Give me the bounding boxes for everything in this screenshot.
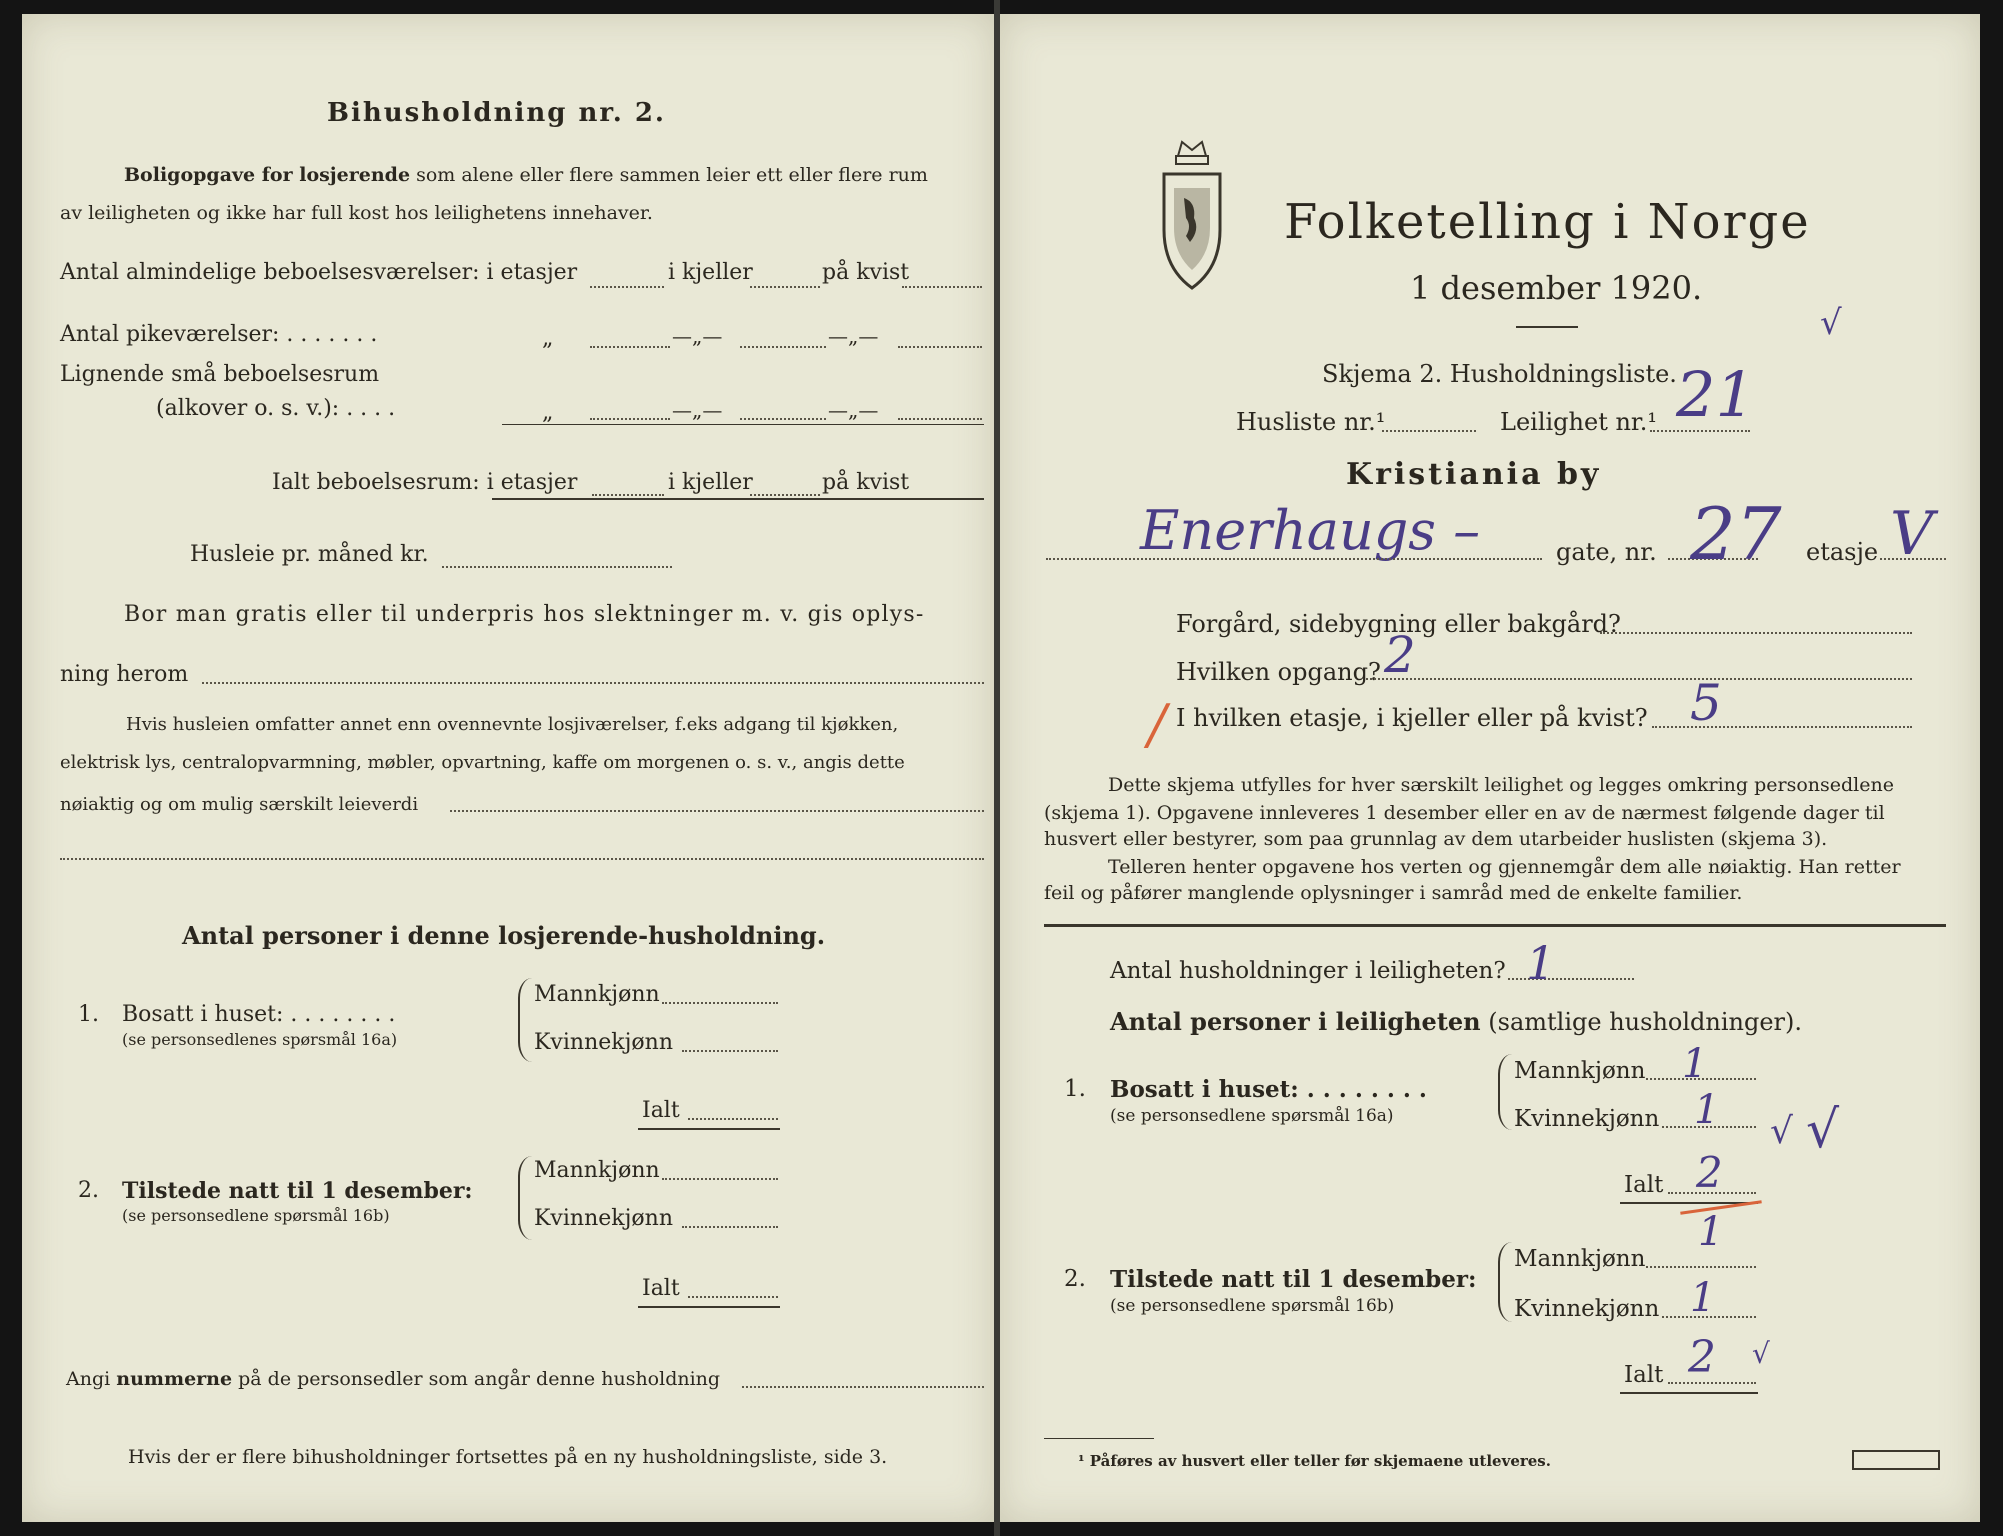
q2-mann-value: 1 [1698, 1209, 1724, 1255]
q2-mann-field [1646, 1266, 1756, 1268]
street-value: Enerhaugs – [1140, 499, 1481, 562]
etasje-q-value: 5 [1690, 674, 1722, 732]
angi-line: Angi nummerne på de personsedler som angår denne husholdning [66, 1368, 721, 1390]
q1-brace [1498, 1054, 1512, 1130]
q1-ialt-underline [638, 1128, 780, 1130]
street-field [1046, 558, 1542, 560]
pike-ditto: „ [542, 326, 554, 351]
q1-label: Bosatt i huset: . . . . . . . . [122, 1002, 396, 1027]
q1-kvinne-value: 1 [1694, 1087, 1720, 1133]
red-margin-mark: / [1148, 693, 1167, 756]
q2-mann-label: Mannkjønn [534, 1158, 660, 1183]
pike-kvist-field [898, 346, 982, 348]
small-rooms-ditto: „ [542, 400, 554, 425]
husliste-label: Husliste nr.¹ [1236, 408, 1386, 436]
q2-mann-label: Mannkjønn [1514, 1246, 1646, 1272]
footnote: ¹ Påføres av husvert eller teller før skjemaene utleveres. [1078, 1452, 1551, 1470]
printer-stamp-icon [1852, 1450, 1940, 1470]
q2-ialt-label: Ialt [642, 1276, 680, 1301]
date-tick: √ [1820, 303, 1842, 343]
pike-dash-1: —„— [672, 324, 723, 348]
q1-mann-value: 1 [1682, 1041, 1708, 1087]
small-etasjer-field [590, 418, 670, 420]
pike-dash-2: —„— [828, 324, 879, 348]
left-page [22, 14, 994, 1522]
q1-mann-field [662, 1002, 778, 1004]
rooms-kjeller-label: i kjeller [668, 260, 753, 285]
nr-value: 27 [1690, 492, 1782, 576]
etasje-label: etasje [1806, 538, 1879, 566]
instr-line-4: Telleren henter opgavene hos verten og gjennemgår dem alle nøiaktig. Han retter [1108, 856, 1901, 878]
right-title: Folketelling i Norge [1284, 194, 1811, 250]
q2-label: Tilstede natt til 1 desember: [1110, 1266, 1477, 1293]
q1-mann-label: Mannkjønn [1514, 1058, 1646, 1084]
q2-ialt-value: 2 [1688, 1332, 1716, 1383]
q1-mann-label: Mannkjønn [534, 982, 660, 1007]
opgang-value: 2 [1384, 626, 1416, 684]
rooms-kvist-label: på kvist [822, 260, 910, 285]
q1-sub: (se personsedlene spørsmål 16a) [1110, 1106, 1394, 1126]
small-dash-1: —„— [672, 398, 723, 422]
husliste-field [1382, 430, 1476, 432]
q1-kvinne-label: Kvinnekjønn [534, 1030, 673, 1055]
ialt-rooms-label: Ialt beboelsesrum: i etasjer [272, 470, 578, 495]
q2-ialt-underline [1620, 1392, 1758, 1394]
rooms-label: Antal almindelige beboelsesværelser: i etasjer [60, 260, 578, 285]
small-kjeller-field [740, 418, 826, 420]
q2-brace [518, 1156, 532, 1240]
q2-mann-field [662, 1178, 778, 1180]
q2-number: 2. [1064, 1266, 1086, 1292]
q1-tick-1: √ [1770, 1111, 1793, 1152]
q1-label: Bosatt i huset: . . . . . . . . [1110, 1076, 1427, 1103]
small-dash-2: —„— [828, 398, 879, 422]
pike-label: Antal pikeværelser: . . . . . . . [60, 322, 378, 347]
q1-kvinne-field [682, 1050, 778, 1052]
hvis-line-1: Hvis husleien omfatter annet enn ovennevnte losjiværelser, f.eks adgang til kjøkken, [126, 714, 899, 735]
q2-kvinne-label: Kvinnekjønn [534, 1206, 673, 1231]
q2-label: Tilstede natt til 1 desember: [122, 1178, 473, 1204]
etasje-question: I hvilken etasje, i kjeller eller på kvist? [1176, 704, 1648, 732]
census-date: 1 desember 1920. [1410, 269, 1703, 307]
gratis-line-2: ning herom [60, 662, 189, 687]
rent-label: Husleie pr. måned kr. [190, 542, 429, 567]
ialt-rooms-underline [492, 498, 984, 500]
hvis-line-2: elektrisk lys, centralopvarmning, møbler, opvartning, kaffe om morgenen o. s. v., angis dette [60, 752, 905, 773]
right-page [1000, 14, 1980, 1522]
rent-field [442, 566, 672, 568]
ialt-kvist-label: på kvist [822, 470, 910, 495]
forgard-question: Forgård, sidebygning eller bakgård? [1176, 610, 1621, 638]
q1-kvinne-label: Kvinnekjønn [1514, 1106, 1660, 1132]
opgang-question: Hvilken opgang? [1176, 658, 1381, 686]
opgang-field [1366, 678, 1912, 680]
skjema-label: Skjema 2. Husholdningsliste. [1322, 360, 1677, 388]
q2-brace [1498, 1242, 1512, 1322]
hvis-field-1 [450, 810, 984, 812]
instr-line-1: Dette skjema utfylles for hver særskilt leilighet og legges omkring personsedlene [1108, 774, 1894, 796]
instr-line-3: husvert eller bestyrer, som paa grunnlag av dem utarbeider huslisten (skjema 3). [1044, 828, 1828, 850]
city-name: Kristiania by [1346, 457, 1602, 492]
gratis-line-1: Bor man gratis eller til underpris hos slektninger m. v. gis oplys- [124, 602, 925, 627]
q2-kvinne-value: 1 [1690, 1275, 1716, 1321]
q2-kvinne-field [682, 1226, 778, 1228]
footnote-rule [1044, 1438, 1154, 1439]
q1-ialt-value: 2 [1696, 1148, 1723, 1197]
rooms-kvist-field [902, 286, 982, 288]
rooms-kjeller-field [750, 286, 820, 288]
forgard-field [1600, 632, 1912, 634]
q1-ialt-field [688, 1118, 778, 1120]
ialt-kjeller-field [750, 494, 820, 496]
small-rooms-line [502, 424, 984, 425]
q2-kvinne-label: Kvinnekjønn [1514, 1296, 1660, 1322]
hvis-line-3: nøiaktig og om mulig særskilt leieverdi [60, 794, 419, 815]
households-question: Antal husholdninger i leiligheten? [1110, 958, 1506, 984]
hvis-field-2 [60, 858, 984, 860]
q1-number: 1. [1064, 1076, 1086, 1102]
ialt-kjeller-label: i kjeller [668, 470, 753, 495]
left-title: Bihusholdning nr. 2. [327, 98, 666, 128]
q1-tick-2: √ [1806, 1100, 1840, 1160]
q2-sub: (se personsedlene spørsmål 16b) [1110, 1296, 1395, 1316]
q2-ialt-label: Ialt [1624, 1362, 1664, 1388]
intro-line-1: Boligopgave for losjerende som alene eller flere sammen leier ett eller flere rum [124, 164, 928, 186]
left-footer: Hvis der er flere bihusholdninger fortsettes på en ny husholdningsliste, side 3. [128, 1446, 888, 1468]
leilighet-value: 21 [1676, 358, 1755, 431]
q2-ialt-underline [638, 1306, 780, 1308]
pike-etasjer-field [590, 346, 670, 348]
pike-kjeller-field [740, 346, 826, 348]
q1-brace [518, 978, 532, 1062]
q1-number: 1. [78, 1002, 99, 1027]
q1-ialt-label: Ialt [642, 1098, 680, 1123]
instr-line-5: feil og påfører manglende oplysninger i samråd med de enkelte familier. [1044, 882, 1743, 904]
q2-number: 2. [78, 1178, 99, 1203]
persons-heading: Antal personer i denne losjerende-husholdning. [182, 921, 826, 950]
intro-line-2: av leiligheten og ikke har full kost hos leilighetens innehaver. [60, 202, 653, 224]
small-kvist-field [898, 418, 982, 420]
gratis-field [202, 682, 984, 684]
rooms-etasjer-field [590, 286, 664, 288]
q2-ialt-field [688, 1296, 778, 1298]
angi-field [742, 1386, 984, 1388]
q1-ialt-label: Ialt [1624, 1172, 1664, 1198]
small-rooms-label-1: Lignende små beboelsesrum [60, 362, 380, 387]
norway-coat-of-arms-icon [1160, 138, 1224, 298]
q1-sub: (se personsedlenes spørsmål 16a) [122, 1030, 398, 1049]
leilighet-label: Leilighet nr.¹ [1500, 408, 1658, 436]
ialt-etasjer-field [592, 494, 664, 496]
q2-sub: (se personsedlene spørsmål 16b) [122, 1206, 390, 1225]
persons-heading: Antal personer i leiligheten (samtlige husholdninger). [1110, 1007, 1803, 1036]
instr-line-2: (skjema 1). Opgavene innleveres 1 desember eller en av de nærmest følgende dager til [1044, 802, 1885, 824]
small-rooms-label-2: (alkover o. s. v.): . . . . [156, 396, 396, 421]
title-separator [1516, 326, 1578, 328]
q2-tick: √ [1752, 1337, 1770, 1370]
gate-label: gate, nr. [1556, 538, 1657, 566]
households-value: 1 [1526, 936, 1556, 990]
instr-separator [1044, 924, 1946, 927]
etasje-value: V [1890, 499, 1934, 569]
